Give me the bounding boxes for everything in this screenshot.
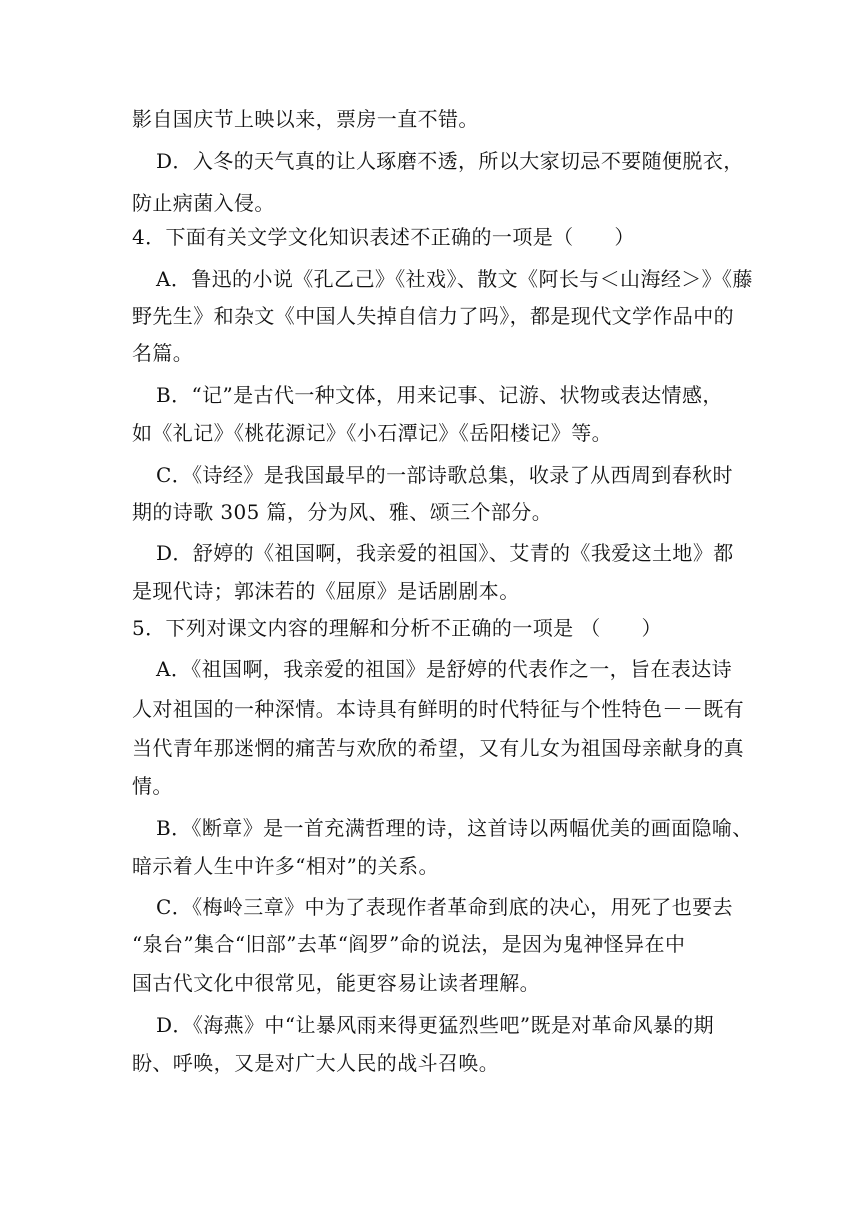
option-d-line: D．入冬的天气真的让人琢磨不透，所以大家切忌不要随便脱衣， [156,149,744,173]
text-line: 盼、呼唤，又是对广大人民的战斗召唤。 [132,1051,500,1075]
q4-option-d-line: D．舒婷的《祖国啊，我亲爱的祖国》、艾青的《我爱这土地》都 [156,541,734,565]
q5-option-c-line: C．《梅岭三章》中为了表现作者革命到底的决心，用死了也要去 [156,895,733,919]
q4-option-c-line: C．《诗经》是我国最早的一部诗歌总集，收录了从西周到春秋时 [156,463,733,487]
text-line: “泉台”集合“旧部”去革“阎罗”命的说法，是因为鬼神怪异在中 [132,932,686,956]
q4-option-b-line: B．“记”是古代一种文体，用来记事、记游、状物或表达情感， [156,383,723,407]
q5-option-d-line: D．《海燕》中“让暴风雨来得更猛烈些吧”既是对革命风暴的期 [156,1013,715,1037]
text-line: 名篇。 [132,341,194,365]
question-5-stem: 5．下列对课文内容的理解和分析不正确的一项是 （ ） [132,616,662,640]
text-line: 国古代文化中很常见，能更容易让读者理解。 [132,971,540,995]
text-line: 情。 [132,774,173,798]
text-line: 影自国庆节上映以来，票房一直不错。 [132,107,479,131]
question-4-stem: 4．下面有关文学文化知识表述不正确的一项是（ ） [132,225,635,249]
text-line: 当代青年那迷惘的痛苦与欢欣的希望，又有儿女为祖国母亲献身的真 [132,736,744,760]
q5-option-b-line: B．《断章》是一首充满哲理的诗，这首诗以两幅优美的画面隐喻、 [156,816,753,840]
text-line: 防止病菌入侵。 [132,191,275,215]
text-line: 是现代诗；郭沫若的《屈原》是话剧剧本。 [132,579,520,603]
text-line: 野先生》和杂文《中国人失掉自信力了吗》，都是现代文学作品中的 [132,304,734,328]
q5-option-a-line: A．《祖国啊，我亲爱的祖国》是舒婷的代表作之一，旨在表达诗 [156,657,733,681]
text-line: 暗示着人生中许多“相对”的关系。 [132,854,439,878]
text-line: 如《礼记》《桃花源记》《小石潭记》《岳阳楼记》等。 [132,421,612,445]
text-line: 期的诗歌 305 篇，分为风、雅、颂三个部分。 [132,500,553,524]
q4-option-a-line: A．鲁迅的小说《孔乙己》《社戏》、散文《阿长与＜山海经＞》《藤 [156,267,753,291]
text-line: 人对祖国的一种深情。本诗具有鲜明的时代特征与个性特色－－既有 [132,697,744,721]
